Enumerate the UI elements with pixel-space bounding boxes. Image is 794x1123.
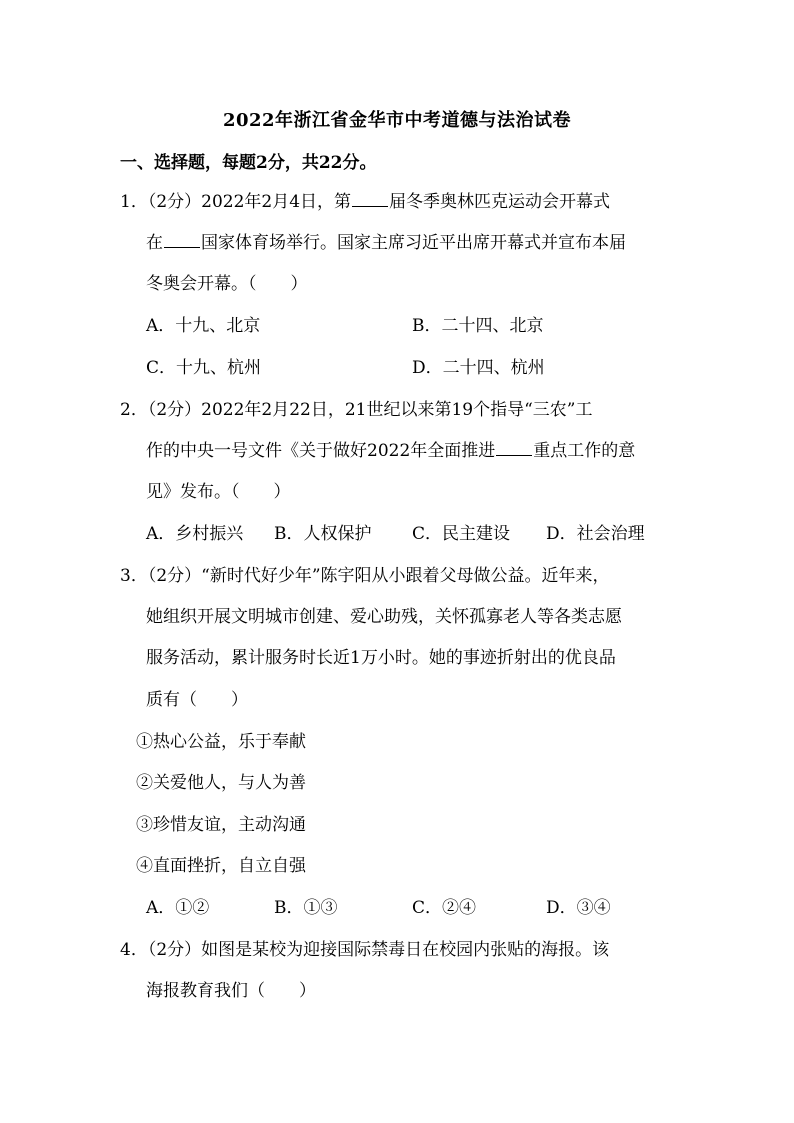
question-3-line-3: 服务活动，累计服务时长近1万小时。她的事迹折射出的优良品 — [146, 648, 616, 668]
question-3-number: 3． — [120, 566, 148, 586]
question-3-option-c: C．②④ — [412, 898, 477, 918]
question-3-line-4: 质有（ ） — [146, 690, 248, 710]
question-1-line-3: 冬奥会开幕。（ ） — [146, 274, 308, 294]
question-2-option-a: A．乡村振兴 — [146, 524, 244, 544]
question-1-option-b: B．二十四、北京 — [412, 316, 544, 336]
question-2-text: 重点工作的意 — [533, 441, 636, 461]
question-3-text: （2分）“新时代好少年”陈宇阳从小跟着父母做公益。近年来， — [147, 566, 610, 586]
question-1-text: 届冬季奥林匹克运动会开幕式 — [389, 192, 611, 212]
question-3-line-2: 她组织开展文明城市创建、爱心助残，关怀孤寡老人等各类志愿 — [146, 607, 622, 627]
question-2-text: 作的中央一号文件《关于做好2022年全面推进 — [146, 441, 496, 461]
question-1-line-1 — [120, 190, 610, 214]
question-1-text: 国家体育场举行。国家主席习近平出席开幕式并宣布本届 — [201, 233, 626, 253]
question-1-text: （2分）2022年2月4日，第 — [147, 192, 352, 212]
question-1-option-a: A．十九、北京 — [146, 316, 261, 336]
question-2-line-3: 见》发布。（ ） — [146, 482, 291, 502]
question-2-option-c: C．民主建设 — [412, 524, 511, 544]
question-3-option-a: A．①② — [146, 898, 210, 918]
question-3-item-2: ②关爱他人，与人为善 — [136, 773, 306, 793]
section-heading: 一、选择题，每题2分，共22分。 — [120, 153, 377, 173]
question-3-item-1: ①热心公益，乐于奉献 — [136, 732, 306, 752]
question-1-text: 在 — [146, 233, 163, 253]
question-4-line-2: 海报教育我们（ ） — [146, 981, 316, 1001]
question-3-line-1 — [120, 564, 610, 588]
question-4-line-1 — [120, 938, 609, 962]
question-2-option-d: D．社会治理 — [546, 524, 645, 544]
question-3-item-3: ③珍惜友谊，主动沟通 — [136, 815, 306, 835]
question-3-option-d: D．③④ — [546, 898, 611, 918]
question-1-option-c: C．十九、杭州 — [146, 358, 262, 378]
answer-blank — [496, 439, 532, 456]
answer-blank — [352, 190, 388, 207]
question-2-line-1 — [120, 398, 593, 422]
page-title: 2022年浙江省金华市中考道德与法治试卷 — [222, 110, 572, 131]
answer-blank — [164, 231, 200, 248]
question-2-line-2 — [146, 439, 635, 463]
question-1-number: 1． — [120, 192, 148, 212]
question-1-option-d: D．二十四、杭州 — [412, 358, 545, 378]
question-2-text: （2分）2022年2月22日，21世纪以来第19个指导“三农”工 — [147, 400, 593, 420]
question-3-option-b: B．①③ — [274, 898, 338, 918]
question-1-line-2 — [146, 231, 626, 255]
question-4-number: 4． — [120, 940, 148, 960]
question-4-text: （2分）如图是某校为迎接国际禁毒日在校园内张贴的海报。该 — [147, 940, 610, 960]
question-2-number: 2． — [120, 400, 148, 420]
question-2-option-b: B．人权保护 — [274, 524, 372, 544]
question-3-item-4: ④直面挫折，自立自强 — [136, 856, 306, 876]
